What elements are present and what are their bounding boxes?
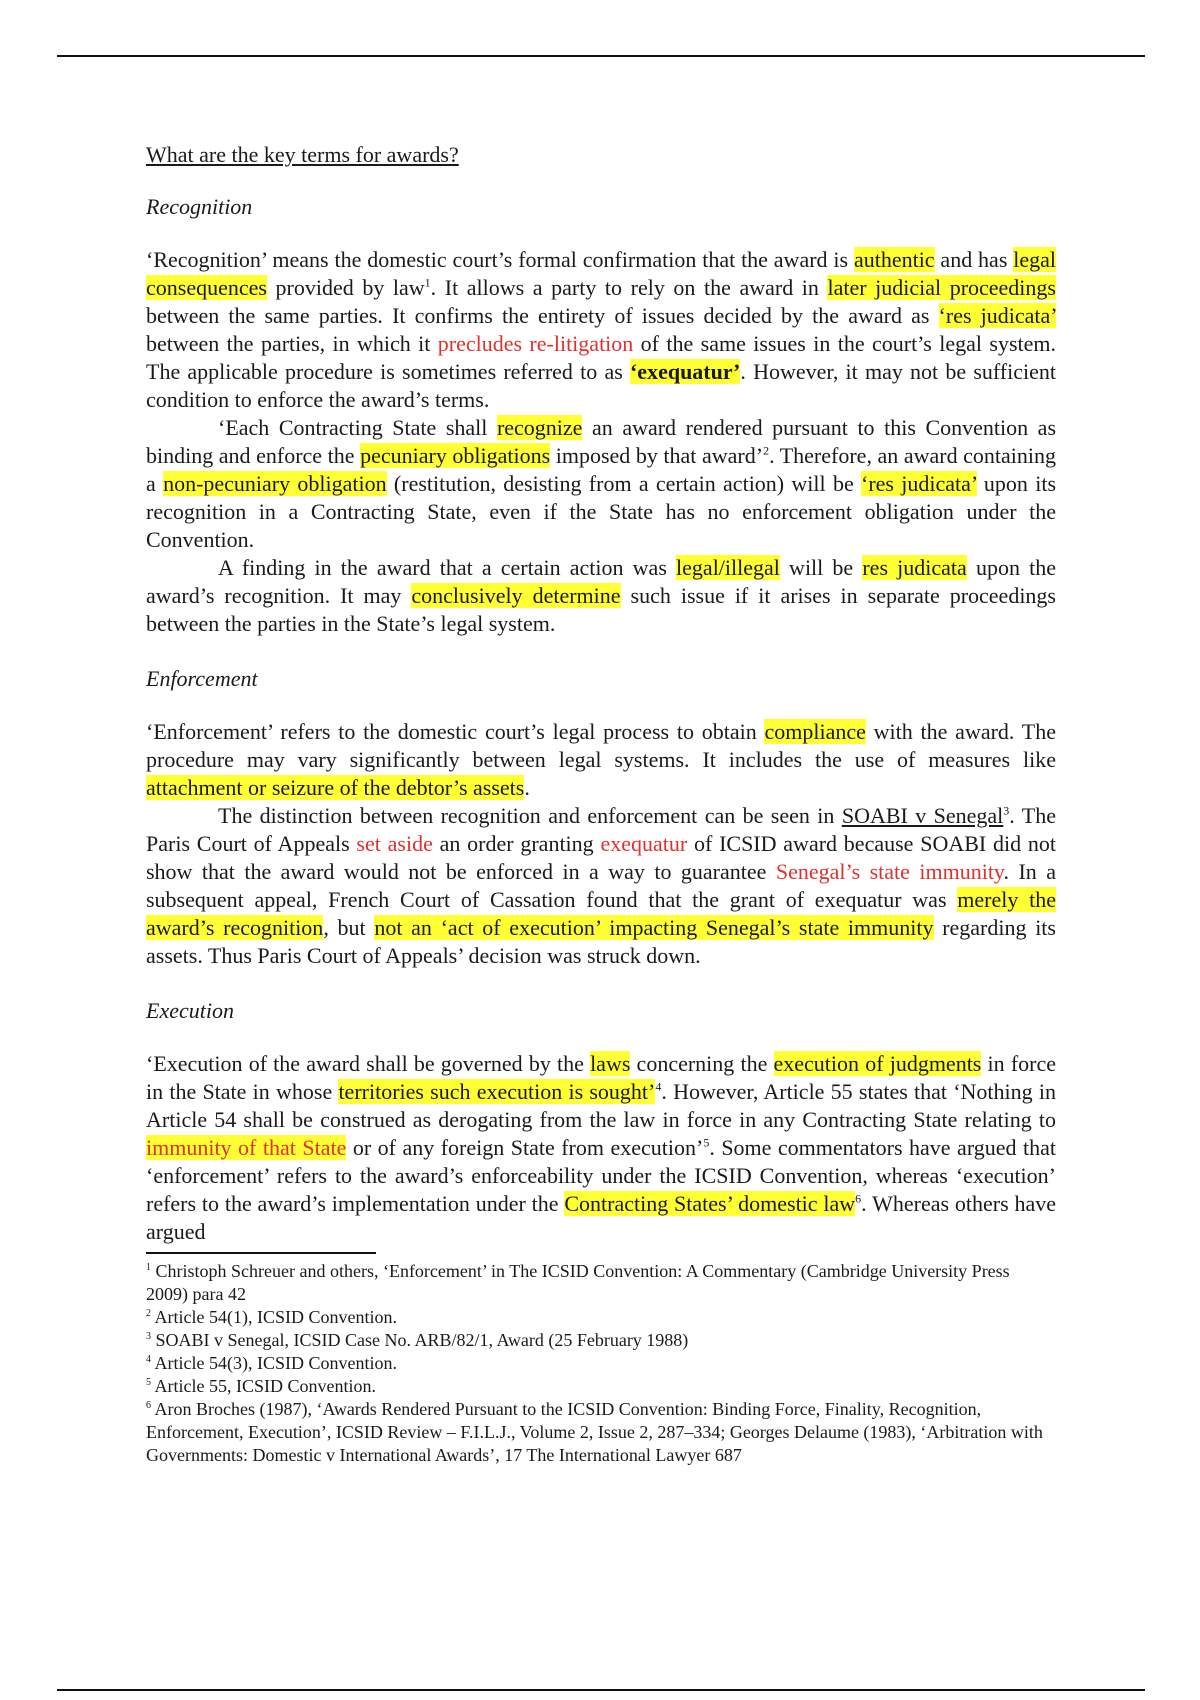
- recognition-paragraph-1: ‘Recognition’ means the domestic court’s formal confirmation that the award is authentic and has legal consequences provided by law$^1$. It allows a party to rely on the award in later judicial proceedings between the same parties. It confirms the entirety of issues decided by the award as ‘res judicata’ between the parties, in which it precludes re-litigation of the same issues in the court’s legal system. The applicable procedure is sometimes referred to as ‘exequatur’. However, it may not be sufficient condition to enforce the award’s terms.: [146, 247, 1057, 412]
- document-page: [146, 142, 1056, 1467]
- highlight: legal consequences: [146, 247, 1057, 300]
- highlight: merely the award’s recognition: [146, 887, 1056, 940]
- highlight: compliance: [764, 719, 866, 744]
- page-title: What are the key terms for awards?: [146, 142, 459, 167]
- highlight: conclusively determine: [411, 583, 621, 608]
- highlight: laws: [590, 1051, 631, 1076]
- highlight: execution of judgments: [773, 1051, 982, 1076]
- highlight: attachment or seizure of the debtor’s assets: [146, 775, 525, 800]
- red-text: exequatur: [600, 831, 688, 856]
- footnote-2: $^2$ Article 54(1), ICSID Convention.: [146, 1307, 397, 1327]
- highlight-red-text: immunity of that State: [146, 1135, 347, 1160]
- highlight: legal/illegal: [676, 555, 780, 580]
- footnote-ref-2[interactable]: 2: [763, 443, 770, 458]
- section-heading-recognition: Recognition: [146, 194, 253, 219]
- recognition-paragraph-3: A finding in the award that a certain action was legal/illegal will be res judicata upon the award’s recognition. It may conclusively determine such issue if it arises in separate proceedings between the parties in the State’s legal system.: [146, 555, 1056, 636]
- highlight: recognize: [496, 415, 583, 440]
- highlight: non-pecuniary obligation: [163, 471, 387, 496]
- footnote-ref-6[interactable]: 6: [855, 1191, 862, 1206]
- section-heading-enforcement: Enforcement: [146, 666, 258, 691]
- execution-paragraph-1: ‘Execution of the award shall be governed by the laws concerning the execution of judgments in force in the State in whose territories such execution is sought’$^4$. However, Article 55 states that ‘Nothing in Article 54 shall be construed as derogating from the law in force in any Contracting State relating to immunity of that State or of any foreign State from execution’$^5$. Some commentators have argued that ‘enforcement’ refers to the award’s enforceability under the ICSID Convention, whereas ‘execution’ refers to the award’s implementation under the Contracting States’ domestic law$^6$. Whereas others have argued: [146, 1051, 1057, 1244]
- case-name: SOABI v Senegal: [841, 803, 1004, 828]
- footnote-ref-1[interactable]: 1: [424, 275, 431, 290]
- highlight: later judicial proceedings: [827, 275, 1056, 300]
- footnote-separator: [146, 1252, 376, 1254]
- recognition-paragraph-2: ‘Each Contracting State shall recognize an award rendered pursuant to this Convention as binding and enforce the pecuniary obligations imposed by that award’$^2$. Therefore, an award containing a non-pecuniary obligation (restitution, desisting from a certain action) will be ‘res judicata’ upon its recognition in a Contracting State, even if the State has no enforcement obligation under the Convention.: [146, 415, 1057, 552]
- highlight: authentic: [853, 247, 935, 272]
- footnote-4: $^4$ Article 54(3), ICSID Convention.: [146, 1353, 397, 1373]
- footnote-3: $^3$ SOABI v Senegal, ICSID Case No. ARB/82/1, Award (25 February 1988): [146, 1330, 689, 1350]
- red-text: Senegal’s state immunity: [775, 859, 1004, 884]
- highlight: ‘res judicata’: [861, 471, 977, 496]
- enforcement-paragraph-2: The distinction between recognition and enforcement can be seen in SOABI v Senegal$^3$. The Paris Court of Appeals set aside an order granting exequatur of ICSID award because SOABI did not show that the award would not be enforced in a way to guarantee Senegal’s state immunity. In a subsequent appeal, French Court of Cassation found that the grant of exequatur was merely the award’s recognition, but not an ‘act of execution’ impacting Senegal’s state immunity regarding its assets. Thus Paris Court of Appeals’ decision was struck down.: [146, 803, 1057, 968]
- highlight: Contracting States’ domestic law: [564, 1191, 856, 1216]
- highlight: ‘exequatur’: [629, 359, 741, 384]
- highlight: pecuniary obligations: [360, 443, 551, 468]
- red-text: precludes re-litigation: [437, 331, 634, 356]
- red-text: set aside: [356, 831, 433, 856]
- enforcement-paragraph-1: ‘Enforcement’ refers to the domestic court’s legal process to obtain compliance with the award. The procedure may vary significantly between legal systems. It includes the use of measures like attachment or seizure of the debtor’s assets.: [146, 719, 1056, 800]
- footnote-ref-5[interactable]: 5: [703, 1135, 710, 1150]
- highlight: ‘res judicata’: [938, 303, 1056, 328]
- highlight: territories such execution is sought’: [338, 1079, 656, 1104]
- footnote-5: $^5$ Article 55, ICSID Convention.: [146, 1376, 376, 1396]
- footnote-ref-4[interactable]: 4: [655, 1079, 662, 1094]
- footnote-ref-3[interactable]: 3: [1003, 803, 1010, 818]
- footnotes: [146, 1260, 1056, 1467]
- footnote-1: $^1$ Christoph Schreuer and others, ‘Enforcement’ in The ICSID Convention: A Commentary (Cambridge University Press 2009) para 42: [146, 1261, 1010, 1304]
- highlight: not an ‘act of execution’ impacting Senegal’s state immunity: [374, 915, 934, 940]
- header-rule: [57, 55, 1145, 57]
- section-heading-execution: Execution: [146, 998, 234, 1023]
- highlight: res judicata: [862, 555, 967, 580]
- footnote-6: $^6$ Aron Broches (1987), ‘Awards Rendered Pursuant to the ICSID Convention: Binding Force, Finality, Recognition, Enforcement, Execution’, ICSID Review – F.I.L.J., Volume 2, Issue 2, 287–334; Georges Delaume (1983), ‘Arbitration with Governments: Domestic v International Awards’, 17 The International Lawyer 687: [146, 1399, 1043, 1465]
- footer-rule: [57, 1689, 1145, 1691]
